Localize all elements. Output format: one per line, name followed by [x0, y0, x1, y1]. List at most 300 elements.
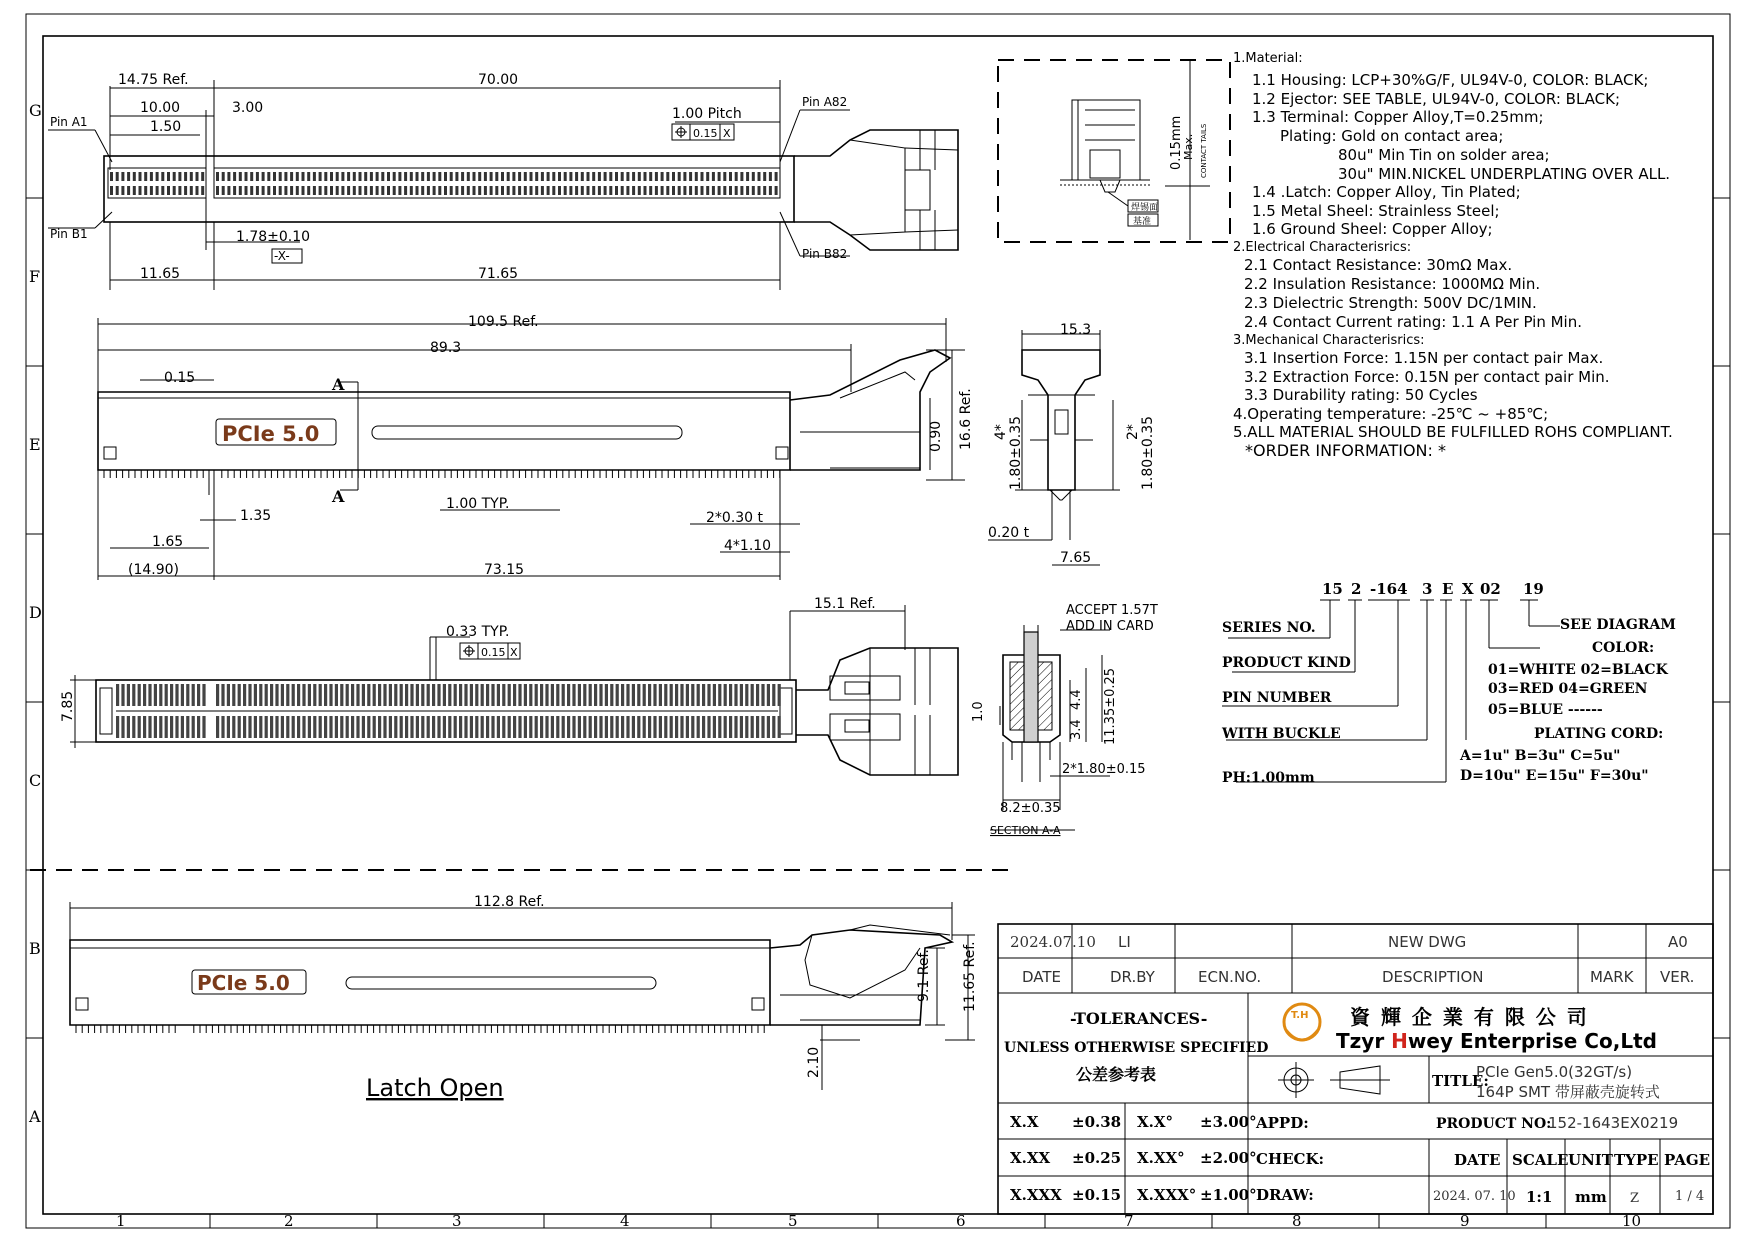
contact: [133, 186, 136, 195]
contact: [545, 716, 548, 738]
contact: [156, 186, 159, 195]
section-aa-view: [971, 603, 1158, 837]
contact: [116, 684, 119, 706]
contact: [232, 716, 235, 738]
section-label: ADD IN CARD: [1066, 619, 1154, 634]
note-line: 1.2 Ejector: SEE TABLE, UL94V-0, COLOR: BLACK;: [1252, 90, 1621, 108]
contact: [723, 186, 726, 195]
row-label: B: [29, 939, 41, 958]
contact: [745, 684, 748, 706]
contact: [192, 716, 195, 738]
contact: [150, 172, 153, 181]
contact: [154, 716, 157, 738]
contact: [718, 716, 721, 738]
logo-text: T.H: [1291, 1010, 1309, 1021]
contact: [632, 684, 635, 706]
dim-label: 8.2±0.35: [1000, 801, 1061, 816]
note-line: 2.4 Contact Current rating: 1.1 A Per Pin Min.: [1244, 313, 1582, 331]
contact: [250, 172, 253, 181]
contact: [443, 716, 446, 738]
contact: [661, 172, 664, 181]
contact: [394, 716, 397, 738]
contact: [196, 172, 199, 181]
contact: [353, 172, 356, 181]
contact: [319, 172, 322, 181]
contact: [691, 684, 694, 706]
dim-label: 4*1.10: [724, 538, 772, 554]
contact: [201, 172, 204, 181]
contact: [706, 186, 709, 195]
contact: [604, 186, 607, 195]
pin-label: Pin B82: [802, 247, 848, 261]
contact: [454, 684, 457, 706]
contact: [292, 716, 295, 738]
contact: [450, 172, 453, 181]
contact: [222, 172, 225, 181]
contact: [175, 684, 178, 706]
contact: [398, 172, 401, 181]
order-option: 05=BLUE ------: [1488, 702, 1603, 718]
pcie-logo: PCIe 5.0: [222, 422, 320, 446]
contact: [616, 716, 619, 738]
contact: [701, 172, 704, 181]
title-block: [998, 924, 1713, 1214]
contact: [427, 684, 430, 706]
dim-label: 1.80±0.35: [1140, 415, 1156, 490]
contact: [675, 684, 678, 706]
contact: [335, 684, 338, 706]
contact: [347, 186, 350, 195]
contact: [290, 186, 293, 195]
contact: [356, 716, 359, 738]
contact: [626, 716, 629, 738]
contact: [376, 172, 379, 181]
contact: [133, 172, 136, 181]
contact: [416, 684, 419, 706]
contact: [464, 684, 467, 706]
col-scale: SCALE: [1512, 1151, 1569, 1169]
contact: [541, 172, 544, 181]
contact: [356, 684, 359, 706]
contact: [605, 684, 608, 706]
dim-label: 71.65: [478, 266, 519, 282]
note-line: 2.1 Contact Resistance: 30mΩ Max.: [1244, 256, 1513, 274]
tol-cell: X.XX: [1010, 1149, 1051, 1167]
contact: [490, 186, 493, 195]
contact: [535, 716, 538, 738]
contact: [535, 172, 538, 181]
contact: [443, 684, 446, 706]
contact: [775, 186, 778, 195]
contact: [364, 172, 367, 181]
dim-label: 0.15: [164, 370, 196, 386]
contact: [473, 186, 476, 195]
note-line: 1.6 Ground Sheel: Copper Alloy;: [1252, 220, 1493, 238]
contact: [190, 186, 193, 195]
contact: [475, 716, 478, 738]
pin-label: Pin B1: [50, 227, 88, 241]
contact: [132, 684, 135, 706]
contact: [165, 684, 168, 706]
contact: [695, 186, 698, 195]
appd-label: APPD:: [1256, 1114, 1309, 1132]
tol-cell: X.XXX°: [1137, 1186, 1197, 1204]
contact: [173, 186, 176, 195]
dim-label: 4*: [993, 424, 1009, 440]
hdr-mark: MARK: [1590, 968, 1634, 986]
contact: [599, 716, 602, 738]
contact: [702, 716, 705, 738]
contact: [758, 172, 761, 181]
contact: [279, 172, 282, 181]
contact: [148, 684, 151, 706]
contact: [159, 684, 162, 706]
dim-label: 73.15: [484, 562, 525, 578]
contact: [254, 716, 257, 738]
contact: [167, 186, 170, 195]
col-type: TYPE: [1614, 1151, 1659, 1169]
contact: [562, 684, 565, 706]
contact: [501, 172, 504, 181]
contact: [637, 716, 640, 738]
contact: [524, 684, 527, 706]
note-line: 1.1 Housing: LCP+30%G/F, UL94V-0, COLOR: BLACK;: [1252, 71, 1649, 89]
dim-label: 16.6 Ref.: [958, 388, 974, 450]
contact: [143, 684, 146, 706]
contact: [389, 684, 392, 706]
row-label: D: [29, 603, 42, 622]
company-name-part: Tzyr: [1336, 1029, 1392, 1053]
dim-label: 3.4: [1069, 719, 1084, 740]
company-logo: [1284, 1004, 1320, 1040]
contact: [427, 186, 430, 195]
contact: [267, 186, 270, 195]
contact: [672, 186, 675, 195]
contact: [250, 186, 253, 195]
contact: [243, 684, 246, 706]
contact: [197, 716, 200, 738]
note-line: 3.3 Durability rating: 50 Cycles: [1244, 386, 1478, 404]
val-page: 1 / 4: [1675, 1189, 1705, 1204]
contact: [541, 186, 544, 195]
dim-label: 11.65: [140, 266, 181, 282]
contact: [746, 172, 749, 181]
contact: [598, 186, 601, 195]
code-part: 3: [1422, 580, 1433, 598]
order-label: PIN NUMBER: [1222, 690, 1332, 706]
contact: [486, 716, 489, 738]
contact: [421, 186, 424, 195]
contact: [599, 684, 602, 706]
contact: [190, 172, 193, 181]
contact: [138, 684, 141, 706]
dim-label: 0.33 TYP.: [446, 624, 510, 640]
datum-ref: X: [510, 646, 518, 659]
dim-label: 1.00 Pitch: [672, 106, 742, 122]
contact: [556, 716, 559, 738]
contact: [547, 186, 550, 195]
dim-label: 1.50: [150, 119, 182, 135]
contact: [518, 186, 521, 195]
note-line: 3.1 Insertion Force: 1.15N per contact pair Max.: [1244, 349, 1604, 367]
contact: [670, 716, 673, 738]
contact: [481, 716, 484, 738]
contact: [592, 186, 595, 195]
contact: [144, 172, 147, 181]
tolerance-value: 0.15: [481, 646, 506, 659]
col-label: 5: [788, 1212, 798, 1230]
contact: [238, 684, 241, 706]
tol-cell: ±0.25: [1072, 1149, 1122, 1167]
contact: [678, 172, 681, 181]
dim-label: 0.20 t: [988, 525, 1030, 541]
contact: [524, 186, 527, 195]
contact: [329, 716, 332, 738]
contact: [161, 186, 164, 195]
contact: [524, 172, 527, 181]
contact: [626, 186, 629, 195]
tol-cell: ±2.00°: [1200, 1149, 1257, 1167]
side-pin-row: [104, 470, 780, 478]
contact: [238, 716, 241, 738]
contact: [373, 684, 376, 706]
contact: [643, 684, 646, 706]
pin-label: Pin A1: [50, 115, 88, 129]
contact: [438, 186, 441, 195]
contact: [340, 684, 343, 706]
note-line: 1.Material:: [1233, 51, 1303, 66]
tolerance-value: 0.15: [693, 127, 718, 140]
contact: [201, 186, 204, 195]
contact: [518, 716, 521, 738]
contact: [150, 186, 153, 195]
contact: [473, 172, 476, 181]
hdr-by: DR.BY: [1110, 968, 1155, 986]
material-notes: [1233, 51, 1673, 460]
dim-label: 7.85: [60, 690, 76, 722]
contact: [664, 684, 667, 706]
contact: [478, 186, 481, 195]
detail-label: 0.15mm: [1169, 115, 1184, 170]
contact: [556, 684, 559, 706]
note-line: 3.Mechanical Characterisrics:: [1233, 333, 1425, 348]
contact: [512, 172, 515, 181]
contact: [416, 172, 419, 181]
contact: [470, 684, 473, 706]
dim-label: 70.00: [478, 72, 519, 88]
order-label: PH:1.00mm: [1222, 770, 1315, 786]
contact: [410, 186, 413, 195]
contact: [461, 172, 464, 181]
section-label: ACCEPT 1.57T: [1066, 603, 1158, 618]
contact: [387, 172, 390, 181]
contact: [127, 684, 130, 706]
contact: [478, 172, 481, 181]
contact: [245, 186, 248, 195]
contact: [290, 172, 293, 181]
contact: [643, 716, 646, 738]
contact: [221, 716, 224, 738]
contact: [691, 716, 694, 738]
contact: [535, 684, 538, 706]
dim-label: 3.00: [232, 100, 264, 116]
contact: [680, 684, 683, 706]
contact: [346, 716, 349, 738]
contact: [256, 172, 259, 181]
contact: [330, 172, 333, 181]
contact: [564, 186, 567, 195]
contact: [378, 684, 381, 706]
top-pin-rows: [110, 172, 778, 195]
tol-cell: ±0.15: [1072, 1186, 1122, 1204]
contact: [778, 684, 781, 706]
contact: [649, 172, 652, 181]
contact: [615, 186, 618, 195]
contact: [455, 172, 458, 181]
contact: [659, 716, 662, 738]
contact: [763, 186, 766, 195]
order-label: PLATING CORD:: [1534, 726, 1664, 742]
rev-ver: A0: [1668, 933, 1688, 951]
contact: [227, 186, 230, 195]
contact: [575, 186, 578, 195]
contact: [281, 716, 284, 738]
contact: [735, 186, 738, 195]
dim-label: 4.4: [1069, 689, 1084, 710]
tolerance-table: [1010, 1113, 1257, 1204]
code-part: X: [1462, 580, 1474, 598]
col-label: 9: [1460, 1212, 1470, 1230]
order-option: 01=WHITE 02=BLACK: [1488, 662, 1668, 678]
contact: [761, 684, 764, 706]
contact: [184, 172, 187, 181]
top-view: [48, 72, 958, 290]
col-unit: UNIT: [1568, 1151, 1613, 1169]
contact: [432, 716, 435, 738]
contact: [735, 172, 738, 181]
section-mark: A: [332, 375, 345, 394]
tol-cell: X.X: [1010, 1113, 1039, 1131]
contact: [497, 684, 500, 706]
contact: [666, 172, 669, 181]
note-line: Plating: Gold on contact area;: [1280, 127, 1504, 145]
contact: [405, 684, 408, 706]
dim-label: 15.3: [1060, 322, 1092, 338]
contact: [404, 172, 407, 181]
col-date: DATE: [1454, 1151, 1501, 1169]
dim-label: 112.8 Ref.: [474, 894, 545, 910]
contact: [575, 172, 578, 181]
contact: [319, 186, 322, 195]
contact: [751, 684, 754, 706]
contact: [167, 172, 170, 181]
contact: [416, 716, 419, 738]
col-label: 7: [1124, 1212, 1134, 1230]
tolerance-subtitle: UNLESS OTHERWISE SPECIFIED: [1004, 1040, 1269, 1056]
contact: [723, 172, 726, 181]
contact: [127, 716, 130, 738]
val-type: Z: [1630, 1191, 1640, 1206]
contact: [367, 684, 370, 706]
contact: [569, 172, 572, 181]
col-label: 2: [284, 1212, 294, 1230]
contact: [427, 172, 430, 181]
datum-label: -X-: [274, 249, 290, 263]
contact: [373, 716, 376, 738]
contact: [281, 684, 284, 706]
contact: [655, 186, 658, 195]
rev-date: 2024.07.10: [1010, 933, 1096, 951]
contact: [319, 716, 322, 738]
code-part: -164: [1370, 580, 1408, 598]
contact: [769, 186, 772, 195]
dim-label: 10.00: [140, 100, 181, 116]
contact: [297, 716, 300, 738]
contact: [778, 716, 781, 738]
bottom-view: [60, 596, 958, 775]
contact: [376, 186, 379, 195]
contact: [558, 186, 561, 195]
contact: [497, 716, 500, 738]
contact: [421, 684, 424, 706]
contact: [695, 172, 698, 181]
contact: [362, 684, 365, 706]
contact: [239, 172, 242, 181]
contact: [718, 172, 721, 181]
contact: [706, 172, 709, 181]
contact: [353, 186, 356, 195]
contact: [502, 716, 505, 738]
dim-label: 1.0: [971, 701, 986, 722]
contact: [329, 684, 332, 706]
code-part: 19: [1523, 580, 1544, 598]
note-line: *ORDER INFORMATION: *: [1245, 441, 1446, 460]
contact: [313, 684, 316, 706]
col-label: 6: [956, 1212, 966, 1230]
contact: [284, 186, 287, 195]
contact: [701, 186, 704, 195]
contact: [341, 186, 344, 195]
contact: [156, 172, 159, 181]
contact: [404, 186, 407, 195]
contact: [648, 684, 651, 706]
contact: [638, 172, 641, 181]
contact: [653, 716, 656, 738]
contact: [262, 186, 265, 195]
contact: [370, 172, 373, 181]
contact: [227, 684, 230, 706]
contact: [410, 172, 413, 181]
contact: [569, 186, 572, 195]
contact: [444, 172, 447, 181]
contact: [362, 716, 365, 738]
detail-label: Max.: [1182, 133, 1195, 160]
contact: [772, 716, 775, 738]
contact: [513, 684, 516, 706]
col-label: 10: [1622, 1212, 1642, 1230]
contact: [307, 172, 310, 181]
rev-by: LI: [1118, 933, 1131, 951]
contact: [648, 716, 651, 738]
contact: [545, 684, 548, 706]
contact: [438, 172, 441, 181]
contact: [470, 716, 473, 738]
contact: [524, 716, 527, 738]
note-line: 1.4 .Latch: Copper Alloy, Tin Plated;: [1252, 183, 1521, 201]
contact: [740, 716, 743, 738]
contact: [572, 684, 575, 706]
contact: [405, 716, 408, 738]
